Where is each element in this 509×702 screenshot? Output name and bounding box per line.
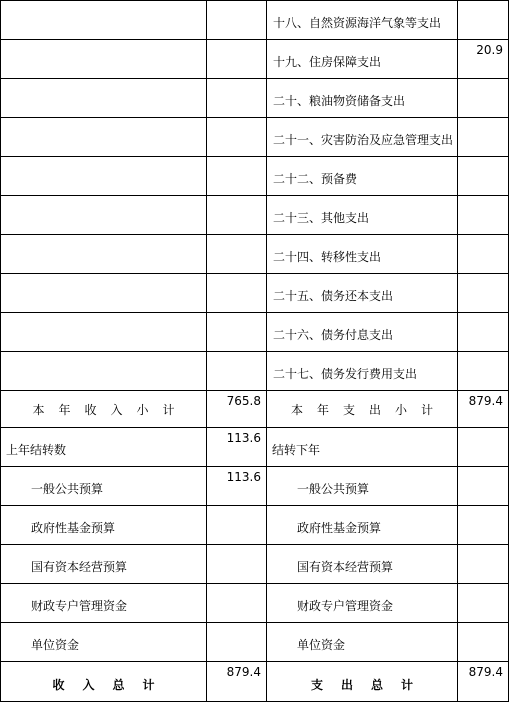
income-sub-item-value xyxy=(207,623,267,662)
income-item-cell xyxy=(1,157,207,196)
income-amount-cell xyxy=(207,1,267,40)
expense-sub-item-value xyxy=(458,506,509,545)
expenditure-item-label: 二十一、灾害防治及应急管理支出 xyxy=(267,118,458,157)
table-row xyxy=(1,118,509,157)
income-sub-item-label: 一般公共预算 xyxy=(1,467,207,506)
income-sub-item-value: 113.6 xyxy=(207,467,267,506)
expenditure-item-label: 二十七、债务发行费用支出 xyxy=(267,352,458,391)
expenditure-item-amount xyxy=(458,196,509,235)
expense-subtotal-value: 879.4 xyxy=(458,391,509,428)
expenditure-item-label: 十九、住房保障支出 xyxy=(267,40,458,79)
subtotal-row xyxy=(1,391,509,428)
expense-subtotal-label: 本年支出小计 xyxy=(267,391,458,428)
expense-sub-item-value xyxy=(458,623,509,662)
expense-total-label: 支出总计 xyxy=(267,662,458,702)
income-amount-cell xyxy=(207,118,267,157)
prior-year-carryover-label: 上年结转数 xyxy=(1,428,207,467)
expenditure-item-amount xyxy=(458,313,509,352)
expenditure-item-amount xyxy=(458,274,509,313)
income-amount-cell xyxy=(207,274,267,313)
income-item-cell xyxy=(1,118,207,157)
table-row xyxy=(1,235,509,274)
income-item-cell xyxy=(1,196,207,235)
income-item-cell xyxy=(1,352,207,391)
total-row xyxy=(1,662,509,702)
next-year-carryover-label: 结转下年 xyxy=(267,428,458,467)
expenditure-item-amount xyxy=(458,79,509,118)
income-item-cell xyxy=(1,1,207,40)
income-amount-cell xyxy=(207,352,267,391)
income-total-label: 收入总计 xyxy=(1,662,207,702)
income-amount-cell xyxy=(207,40,267,79)
table-row xyxy=(1,157,509,196)
income-amount-cell xyxy=(207,235,267,274)
table-row xyxy=(1,196,509,235)
income-subtotal-value: 765.8 xyxy=(207,391,267,428)
table-row xyxy=(1,545,509,584)
expenditure-item-amount xyxy=(458,157,509,196)
prior-year-carryover-value: 113.6 xyxy=(207,428,267,467)
expense-total-value: 879.4 xyxy=(458,662,509,702)
income-item-cell xyxy=(1,40,207,79)
table-row xyxy=(1,1,509,40)
expense-sub-item-label: 一般公共预算 xyxy=(267,467,458,506)
income-amount-cell xyxy=(207,196,267,235)
income-sub-item-label: 财政专户管理资金 xyxy=(1,584,207,623)
income-sub-item-label: 政府性基金预算 xyxy=(1,506,207,545)
expense-sub-item-label: 国有资本经营预算 xyxy=(267,545,458,584)
income-amount-cell xyxy=(207,79,267,118)
table-row xyxy=(1,40,509,79)
income-total-value: 879.4 xyxy=(207,662,267,702)
expenditure-item-amount xyxy=(458,352,509,391)
table-row xyxy=(1,79,509,118)
table-row xyxy=(1,313,509,352)
income-sub-item-label: 国有资本经营预算 xyxy=(1,545,207,584)
expenditure-item-label: 二十四、转移性支出 xyxy=(267,235,458,274)
income-sub-item-value xyxy=(207,506,267,545)
expenditure-item-label: 二十二、预备费 xyxy=(267,157,458,196)
table-row xyxy=(1,352,509,391)
income-sub-item-label: 单位资金 xyxy=(1,623,207,662)
income-item-cell xyxy=(1,313,207,352)
income-item-cell xyxy=(1,79,207,118)
expense-sub-item-label: 政府性基金预算 xyxy=(267,506,458,545)
income-amount-cell xyxy=(207,313,267,352)
expenditure-item-amount: 20.9 xyxy=(458,40,509,79)
expenditure-item-amount xyxy=(458,1,509,40)
carryover-row xyxy=(1,428,509,467)
expenditure-item-label: 二十六、债务付息支出 xyxy=(267,313,458,352)
table-row xyxy=(1,623,509,662)
table-row xyxy=(1,274,509,313)
expense-sub-item-value xyxy=(458,545,509,584)
income-item-cell xyxy=(1,235,207,274)
expense-sub-item-label: 单位资金 xyxy=(267,623,458,662)
expenditure-item-label: 二十、粮油物资储备支出 xyxy=(267,79,458,118)
expenditure-item-amount xyxy=(458,118,509,157)
table-row xyxy=(1,467,509,506)
income-item-cell xyxy=(1,274,207,313)
expenditure-item-label: 二十五、债务还本支出 xyxy=(267,274,458,313)
table-row xyxy=(1,506,509,545)
expense-sub-item-value xyxy=(458,467,509,506)
income-sub-item-value xyxy=(207,545,267,584)
expenditure-item-label: 二十三、其他支出 xyxy=(267,196,458,235)
next-year-carryover-value xyxy=(458,428,509,467)
expense-sub-item-label: 财政专户管理资金 xyxy=(267,584,458,623)
expenditure-item-label: 十八、自然资源海洋气象等支出 xyxy=(267,1,458,40)
expenditure-item-amount xyxy=(458,235,509,274)
income-subtotal-label: 本年收入小计 xyxy=(1,391,207,428)
income-amount-cell xyxy=(207,157,267,196)
